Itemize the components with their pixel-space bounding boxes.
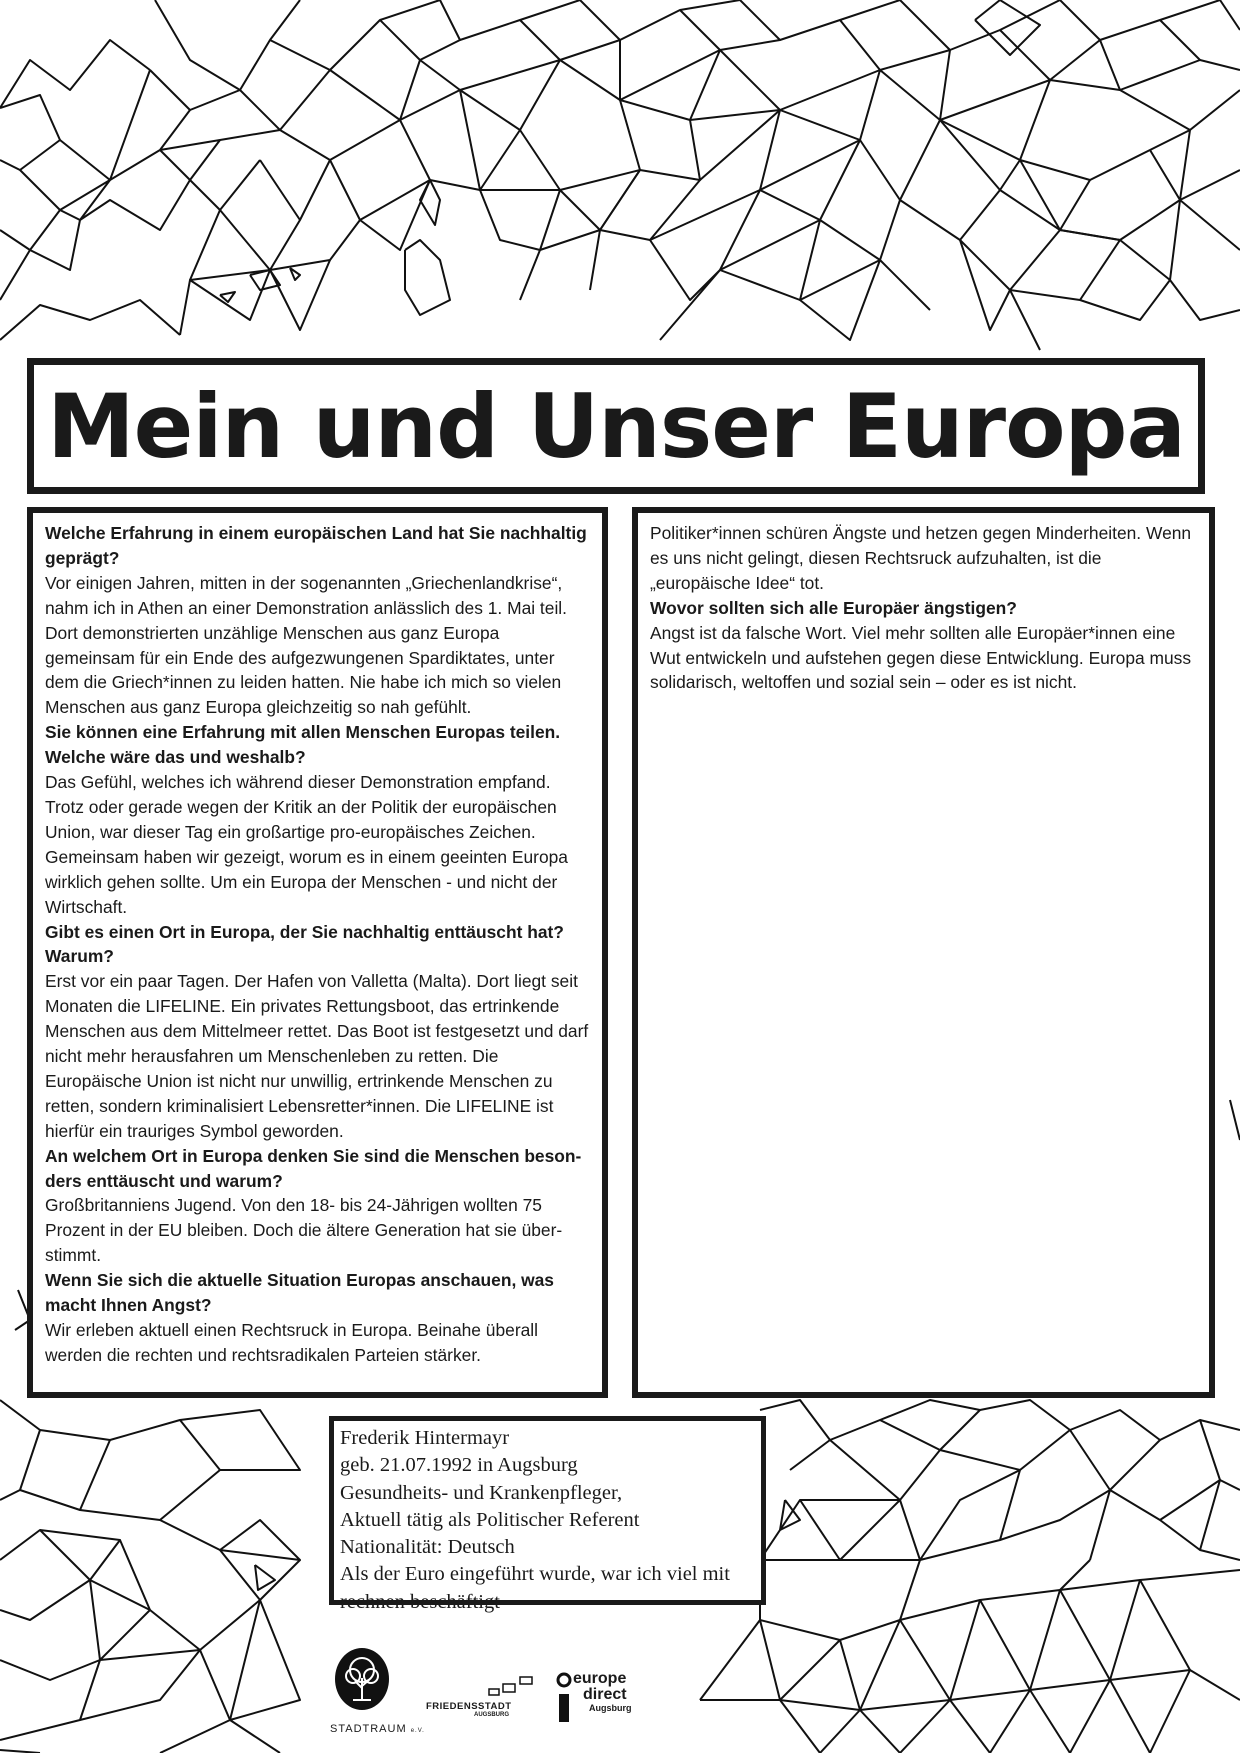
answer-2: Das Gefühl, welches ich während dieser Demonstration empfand. Trotz oder gerade wegen der Kritik an der Politik der europäischen Union, war dieser Tag ein großartige pro-europäisches Zeichen. Gemeinsam haben wir gezeigt, worum es in einem geeinten Europa wirklich gehen sollte. Um ein Europa der Menschen - und nicht der Wirtschaft.: [45, 772, 568, 917]
friedensstadt-name: FRIEDENSSTADT: [426, 1701, 512, 1712]
answer-5-continuation: Politiker*innen schüren Ängste und hetzen gegen Minderheiten. Wenn es uns nicht gelingt, diesen Rechtsruck aufzuhalten, ist die „europäische Idee“ tot.: [650, 523, 1192, 593]
bio-current: Aktuell tätig als Politischer Referent: [340, 1508, 640, 1531]
bio-born: geb. 21.07.1992 in Augsburg: [340, 1454, 578, 1477]
europe-map-top: [0, 0, 1240, 350]
question-4: An welchem Ort in Europa denken Sie sind die Menschen beson-ders enttäuscht und warum?: [45, 1145, 582, 1191]
friedensstadt-sub: AUGSBURG: [474, 1712, 510, 1718]
sponsor-logos: [320, 1645, 650, 1750]
bio-profession: Gesundheits- und Krankenpfleger,: [340, 1481, 623, 1504]
page-title: Mein und Unser Europa: [47, 374, 1185, 478]
biography-box: [329, 1416, 766, 1613]
interview-right-column: [632, 507, 1215, 1398]
answer-5: Wir erleben aktuell einen Rechtsruck in Europa. Beinahe überall werden die rechten und rechtsradikalen Parteien stärker.: [45, 1320, 539, 1365]
question-3: Gibt es einen Ort in Europa, der Sie nachhaltig enttäuscht hat? Warum?: [45, 921, 564, 967]
question-1: Welche Erfahrung in einem europäischen Land hat Sie nachhaltig geprägt?: [45, 523, 587, 568]
bio-nationality: Nationalität: Deutsch: [340, 1536, 515, 1559]
interview-left-column: [27, 507, 608, 1398]
tree-circle-icon: [335, 1648, 389, 1710]
question-2: Sie können eine Erfahrung mit allen Menschen Europas teilen. Welche wäre das und weshalb?: [45, 722, 561, 768]
stadtraum-name: STADTRAUM: [330, 1723, 407, 1735]
stadtraum-suffix: e.V.: [410, 1728, 425, 1734]
europe-direct-line-2: direct: [583, 1686, 627, 1703]
answer-6: Angst ist da falsche Wort. Viel mehr sollten alle Europäer*innen eine Wut entwickeln und aufstehen gegen diese Entwicklung. Europa muss solidarisch, weltoffen und sozial sein – oder es ist nicht.: [650, 622, 1192, 693]
europe-direct-logo: [555, 1670, 650, 1730]
europe-direct-star-icon: [555, 1672, 573, 1724]
europe-direct-line-3: Augsburg: [589, 1703, 632, 1713]
bio-name: Frederik Hintermayr: [340, 1427, 510, 1449]
friedensstadt-logo: [426, 1675, 526, 1725]
stadtraum-logo: [330, 1645, 425, 1745]
stadtraum-caption: [330, 1723, 425, 1735]
question-5: Wenn Sie sich die aktuelle Situation Europas anschauen, was macht Ihnen Angst?: [45, 1270, 554, 1316]
answer-3: Erst vor ein paar Tagen. Der Hafen von Valletta (Malta). Dort liegt seit Monaten die LIFELINE. Ein privates Rettungsboot, das ertrinkende Menschen aus dem Mittelmeer rettet. Das Boot ist festgesetzt und darf nicht mehr herausfahren um Menschenleben zu retten. Die Europäische Union ist nicht nur unwillig, ertrinkende Menschen zu retten, sondern kriminalisiert Lebensretter*innen. Die LIFELINE ist hierfür ein trauriges Symbol geworden.: [45, 971, 589, 1141]
bio-anecdote-line-1: Als der Euro eingeführt wurde, war ich viel mit: [340, 1563, 730, 1586]
answer-1: Vor einigen Jahren, mitten in der sogenannten „Griechenlandkrise“, nahm ich in Athen an einer Demonstration anlässlich des 1. Mai teil. Dort demonstrierten unzählige Menschen aus ganz Europa gemeinsam für ein Ende des aufgezwungenen Spardiktates, unter dem die Griech*innen zu leiden hatten. Nie habe ich mich so vielen Menschen aus ganz Europa gleichzeitig so nah gefühlt.: [45, 572, 567, 718]
title-banner: [27, 358, 1205, 494]
answer-4: Großbritanniens Jugend. Von den 18- bis 24-Jährigen wollten 75 Prozent in der EU bleiben. Doch die ältere Generation hat sie über-stimmt.: [45, 1195, 563, 1266]
question-6: Wovor sollten sich alle Europäer ängstigen?: [650, 597, 1017, 618]
europe-direct-line-1: europe: [573, 1670, 627, 1687]
friedensstadt-boxes-icon: [488, 1675, 538, 1697]
bio-anecdote-line-2: rechnen beschäftigt: [340, 1590, 500, 1613]
